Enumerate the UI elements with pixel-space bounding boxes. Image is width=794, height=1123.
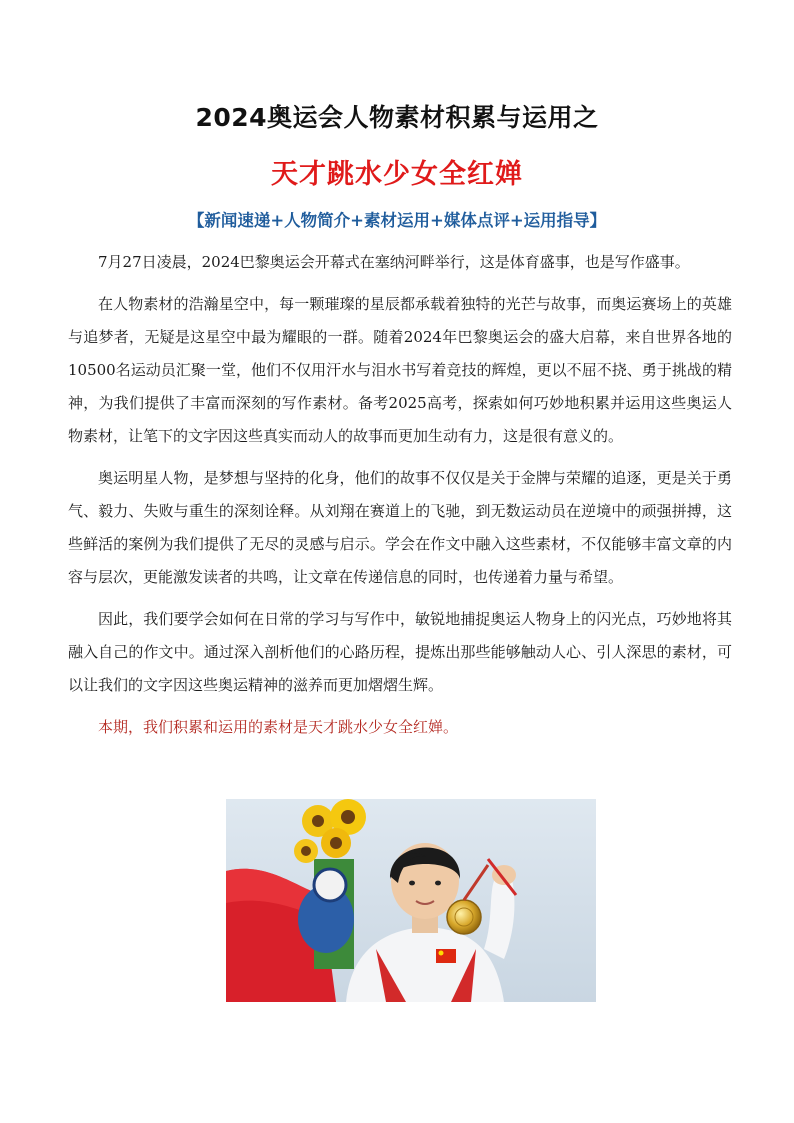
athlete-photo bbox=[226, 799, 596, 1002]
paragraph-closing: 本期，我们积累和运用的素材是天才跳水少女全红婵。 bbox=[98, 718, 459, 736]
document-subtitle: 天才跳水少女全红婵 bbox=[271, 159, 523, 190]
section-guide: 【新闻速递+人物简介+素材运用+媒体点评+运用指导】 bbox=[187, 211, 607, 230]
paragraph-stars: 在人物素材的浩瀚星空中，每一颗璀璨的星辰都承载着独特的光芒与故事，而奥运赛场上的英雄与追梦者，无疑是这星空中最为耀眼的一群。随着2024年巴黎奥运会的盛大启幕，来自世界各地的10500名运动员汇聚一堂，他们不仅用汗水与泪水书写着竞技的辉煌，更以不屈不挠、勇于挑战的精神，为我们提供了丰富而深刻的写作素材。备考2025高考，探索如何巧妙地积累并运用这些奥运人物素材，让笔下的文字因这些真实而动人的故事而更加生动有力，这是很有意义的。 bbox=[68, 295, 732, 445]
paragraph-olympic-stars: 奥运明星人物，是梦想与坚持的化身，他们的故事不仅仅是关于金牌与荣耀的追逐，更是关于勇气、毅力、失败与重生的深刻诠释。从刘翔在赛道上的飞驰，到无数运动员在逆境中的顽强拼搏，这些鲜活的案例为我们提供了无尽的灵感与启示。学会在作文中融入这些素材，不仅能够丰富文章的内容与层次，更能激发读者的共鸣，让文章在传递信息的同时，也传递着力量与希望。 bbox=[68, 469, 732, 586]
paragraph-therefore: 因此，我们要学会如何在日常的学习与写作中，敏锐地捕捉奥运人物身上的闪光点，巧妙地将其融入自己的作文中。通过深入剖析他们的心路历程，提炼出那些能够触动人心、引人深思的素材，可以让我们的文字因这些奥运精神的滋养而更加熠熠生辉。 bbox=[68, 610, 732, 694]
document-title: 2024奥运会人物素材积累与运用之 bbox=[195, 103, 599, 132]
paragraph-intro: 7月27日凌晨，2024巴黎奥运会开幕式在塞纳河畔举行，这是体育盛事，也是写作盛事。 bbox=[98, 253, 690, 271]
document-body bbox=[68, 246, 732, 753]
